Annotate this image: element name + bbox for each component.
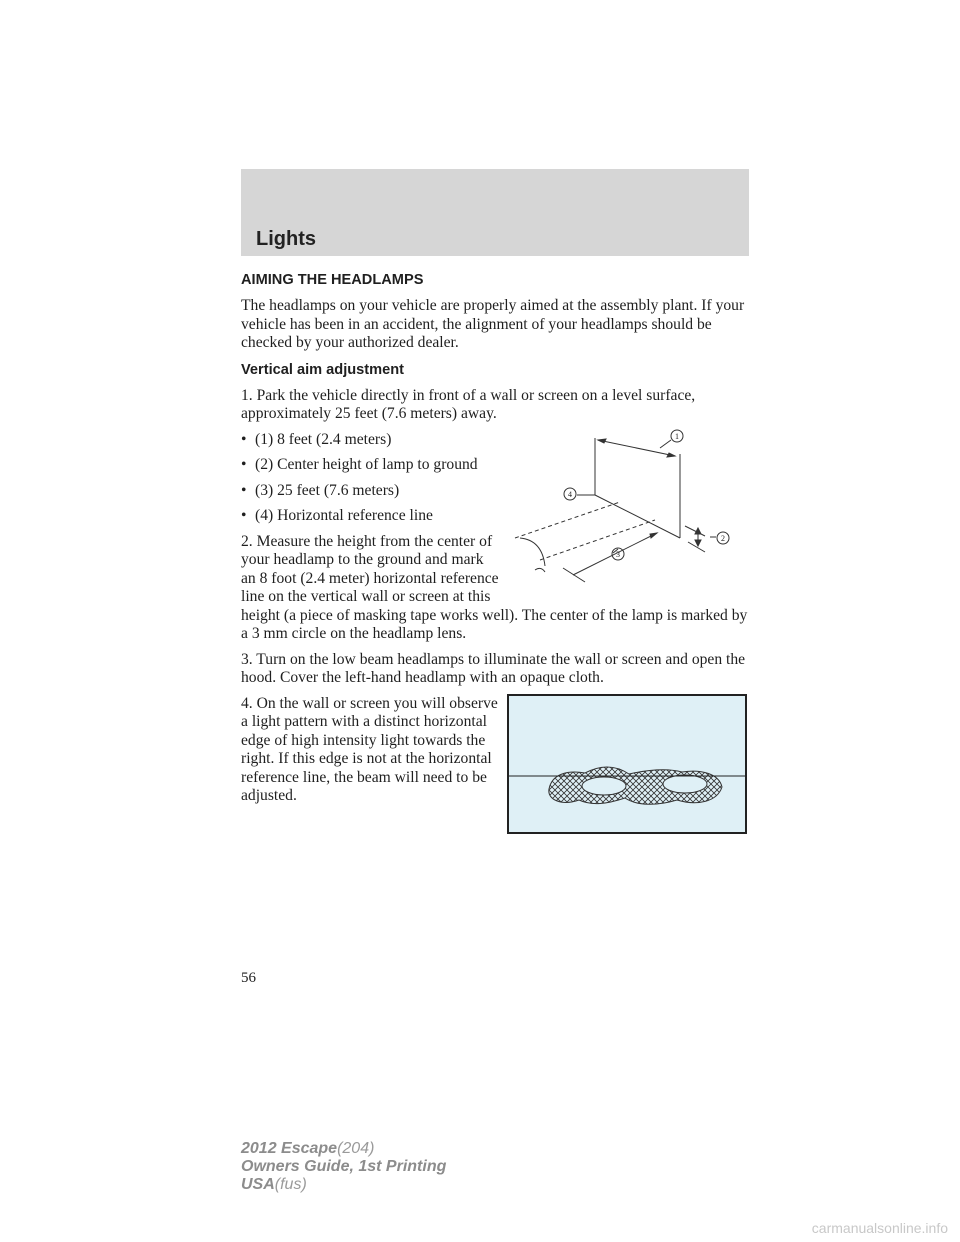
footer-model: 2012 Escape [241,1140,338,1157]
footer-market: USA [241,1176,275,1193]
light-pattern-diagram [507,694,747,834]
step-1: 1. Park the vehicle directly in front of a wall or screen on a level surface, approximately 25 feet (7.6 meters) away. [241,386,696,422]
page-number: 56 [241,970,256,986]
beam-dash-lower [540,520,655,560]
step-3: 3. Turn on the low beam headlamps to illuminate the wall or screen and open the hood. Cover the left-hand headlamp with an opaque cloth. [241,650,746,686]
hot-spot-left [582,777,626,795]
footer-guide: Owners Guide, 1st Printing [241,1158,447,1175]
footer-info [241,1140,446,1194]
callout-4: 4 [568,490,572,499]
intro-paragraph: The headlamps on your vehicle are properly aimed at the assembly plant. If your vehicle has been in an accident, the alignment of your headlamps should be checked by your authorized dealer. [241,297,745,351]
step-2-text-narrow: 2. Measure the height from the center of your headlamp to the ground and mark an 8 foot (2.4 meter) horizontal reference line on the vertical wall or screen at this [241,532,499,605]
dimension-1-line [598,440,675,456]
main-heading: AIMING THE HEADLAMPS [241,272,424,288]
headlamp-lens [535,568,545,572]
list-item: • (2) Center height of lamp to ground [241,456,499,475]
bullet-list [241,431,499,526]
section-title: Lights [256,228,316,250]
dimension-3-line [573,533,657,575]
callout-2: 2 [721,534,725,543]
list-item: • (3) 25 feet (7.6 meters) [241,482,499,501]
section-header-band [241,169,749,256]
aiming-diagram [505,420,745,590]
screen-area [508,695,746,833]
headlamp-outline [520,538,545,566]
watermark: carmanualsonline.info [811,1220,948,1236]
ground-line [595,495,680,538]
list-item: • (1) 8 feet (2.4 meters) [241,431,499,450]
list-item: • (4) Horizontal reference line [241,507,499,526]
callout-3: 3 [616,550,620,559]
subheading: Vertical aim adjustment [241,361,405,378]
beam-dash-upper [515,502,620,538]
step-2-text-wide: height (a piece of masking tape works well). The center of the lamp is marked by a 3 mm circle on the headlamp lens. [241,606,748,642]
callout-1: 1 [675,432,679,441]
footer-model-code: (204) [337,1140,375,1157]
step-4: 4. On the wall or screen you will observe a light pattern with a distinct horizontal edge of high intensity light towards the right. If this edge is not at the horizontal reference line, the beam will need to be adjusted. [241,694,498,804]
hot-spot-right [663,775,707,793]
footer-market-code: (fus) [274,1176,307,1193]
